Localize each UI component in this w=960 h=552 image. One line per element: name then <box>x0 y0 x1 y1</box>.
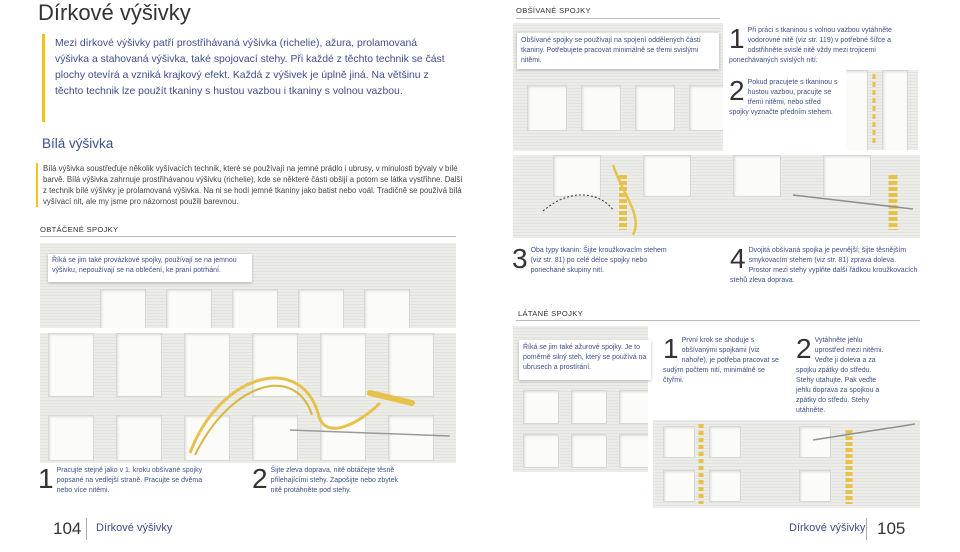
fabric-hole <box>523 390 559 424</box>
step-text: Oba typy tkanin: Šijte kroužkovacím stehem (viz str. 81) po celé délce spojky nebo ponechané skupiny nití. <box>530 247 667 274</box>
page-number-right: 105 <box>877 519 906 538</box>
thread-illustration <box>846 70 918 150</box>
info-card <box>48 254 252 282</box>
divider <box>40 236 456 237</box>
left-step-2 <box>252 463 402 496</box>
fabric-photo-bottom <box>40 333 456 463</box>
divider <box>516 18 720 19</box>
fabric-hole <box>571 390 607 424</box>
right-step-bottom-1 <box>663 333 783 386</box>
step-text: Pracujte stejně jako v 1. kroku obšívané spojky popsané na vedlejší straně. Pracujte se dvěma nebo více nitěmi. <box>56 467 203 494</box>
fabric-hole <box>523 434 559 468</box>
right-step-4 <box>730 243 920 286</box>
intro-box <box>42 34 453 122</box>
right-step-bottom-2 <box>796 333 888 416</box>
step-text: Při práci s tkaninou s volnou vazbou vytáhněte vodorovné nitě (viz str. 119) v potřebné šířce a odstřihněte svislé nitě vždy mezi trojicemi ponechávaných svislých nití. <box>729 27 892 64</box>
info-card <box>517 33 719 69</box>
divider <box>516 320 920 321</box>
fabric-photo-right-bottom-2 <box>653 420 920 508</box>
step-number: 2 <box>252 463 268 494</box>
right-step-3 <box>512 243 672 276</box>
fabric-hole <box>581 85 621 131</box>
section-heading: Bílá výšivka <box>42 136 114 151</box>
fabric-hole <box>635 85 675 131</box>
section-heading-right-2: LÁTANÉ SPOJKY <box>518 309 583 318</box>
divider <box>866 518 867 540</box>
info-card-text: Říká se jim také ažurové spojky. Je to poměrně silný steh, který se používá na ubrusech a prostírání. <box>523 344 647 371</box>
fabric-hole <box>527 85 567 131</box>
page-label-right: Dírkové výšivky <box>789 522 866 534</box>
info-card <box>519 340 651 380</box>
step-number: 3 <box>512 243 528 274</box>
step-text: Vytáhněte jehlu uprostřed mezi nitěmi. Veďte ji doleva a za spojku zpátky do středu. Stehy utahujte. Pak veďte jehlu doprava za spojkou a zpátky do středu. Stehy utáhněte. <box>796 337 884 414</box>
info-card-text: Říká se jim také provázkové spojky, používají se na jemnou výšivku, nepoužívají se na oblečení, ke praní potrhání. <box>52 257 237 274</box>
thread-illustration <box>513 155 920 238</box>
page-label-left: Dírkové výšivky <box>96 522 173 534</box>
fabric-hole <box>571 434 607 468</box>
fabric-hole <box>364 289 410 328</box>
left-step-1 <box>38 463 218 496</box>
page-number-left: 104 <box>53 519 82 538</box>
fabric-hole <box>166 289 212 328</box>
step-text: První krok se shoduje s obšívanými spojkami (viz nahoře), je potřeba pracovat se sudým počtem nití, minimálně se čtyřmi. <box>663 337 779 384</box>
fabric-hole <box>619 390 648 424</box>
info-card-text: Obšívané spojky se používají na spojení oddělených částí tkaniny. Potřebujete pracovat minimálně se třemi svislými nitěmi. <box>521 37 701 64</box>
thread-illustration <box>40 333 456 463</box>
step-number: 1 <box>38 463 54 494</box>
fabric-hole <box>298 289 344 328</box>
step-number: 2 <box>796 333 812 364</box>
fabric-hole <box>100 289 146 328</box>
step-text: Šijte zleva doprava, nitě obtáčejte těsně přilehajícími stehy. Zapošijte nebo zbytek nitě protáhněte pod stehy. <box>270 467 399 494</box>
step-number: 1 <box>663 333 679 364</box>
page-title: Dírkové výšivky <box>38 0 191 25</box>
fabric-photo-right-mid <box>513 155 920 238</box>
fabric-hole <box>232 289 278 328</box>
fabric-photo-detail <box>846 70 918 150</box>
section-text: Bílá výšivka soustřeďuje několik vyšívacích technik, které se používají na jemné prádlo i ubrusy, v minulosti bývaly v bílé barvě. Bílá výšivka zahrnuje prostřihávanou výšivku (richelie), kde se některé části obšijí a potom se látka vystřihne. Další z technik bílé výšivky je prolamovaná výšivka. Na ni se hodí jemné tkaniny jako batist nebo voál. Tradičně se používá bílá vyšívací nit, ale my jsme pro názornost použili barevnou. <box>36 163 463 207</box>
right-step-1 <box>729 23 925 66</box>
subsection-heading: OBTÁČENÉ SPOJKY <box>40 225 119 234</box>
fabric-hole <box>689 85 723 131</box>
divider <box>86 518 87 540</box>
step-number: 1 <box>729 23 745 54</box>
section-heading-right-1: OBŠÍVANÉ SPOJKY <box>516 6 591 15</box>
intro-text: Mezi dírkové výšivky patří prostřihávaná výšivka (richelie), ažura, prolamovaná výšivka a stahovaná výšivka, také spojovací stehy. Při každé z těchto technik se část plochy otevírá a vzniká krajkový efekt. Každá z výšivek je úplně jiná. Na většinu z těchto technik lze použít tkaniny s hustou vazbou i tkaniny s volnou vazbou. <box>55 38 445 97</box>
thread-illustration <box>653 420 920 508</box>
right-step-2 <box>729 75 841 118</box>
step-number: 2 <box>729 75 745 106</box>
step-text: Dvojitá obšívaná spojka je pevnější; šijte těsnějším smykovacím stehem (viz str. 81) zprava doleva. Prostor mezi stehy vyplňte další řádkou kroužkovacích stehů zleva doprava. <box>730 247 918 284</box>
step-text: Pokud pracujete s tkaninou s hustou vazbou, pracujte se třemi nitěmi, nebo střed spojky vyznačte předním stehem. <box>729 79 838 116</box>
fabric-hole <box>619 434 648 468</box>
step-number: 4 <box>730 243 746 274</box>
